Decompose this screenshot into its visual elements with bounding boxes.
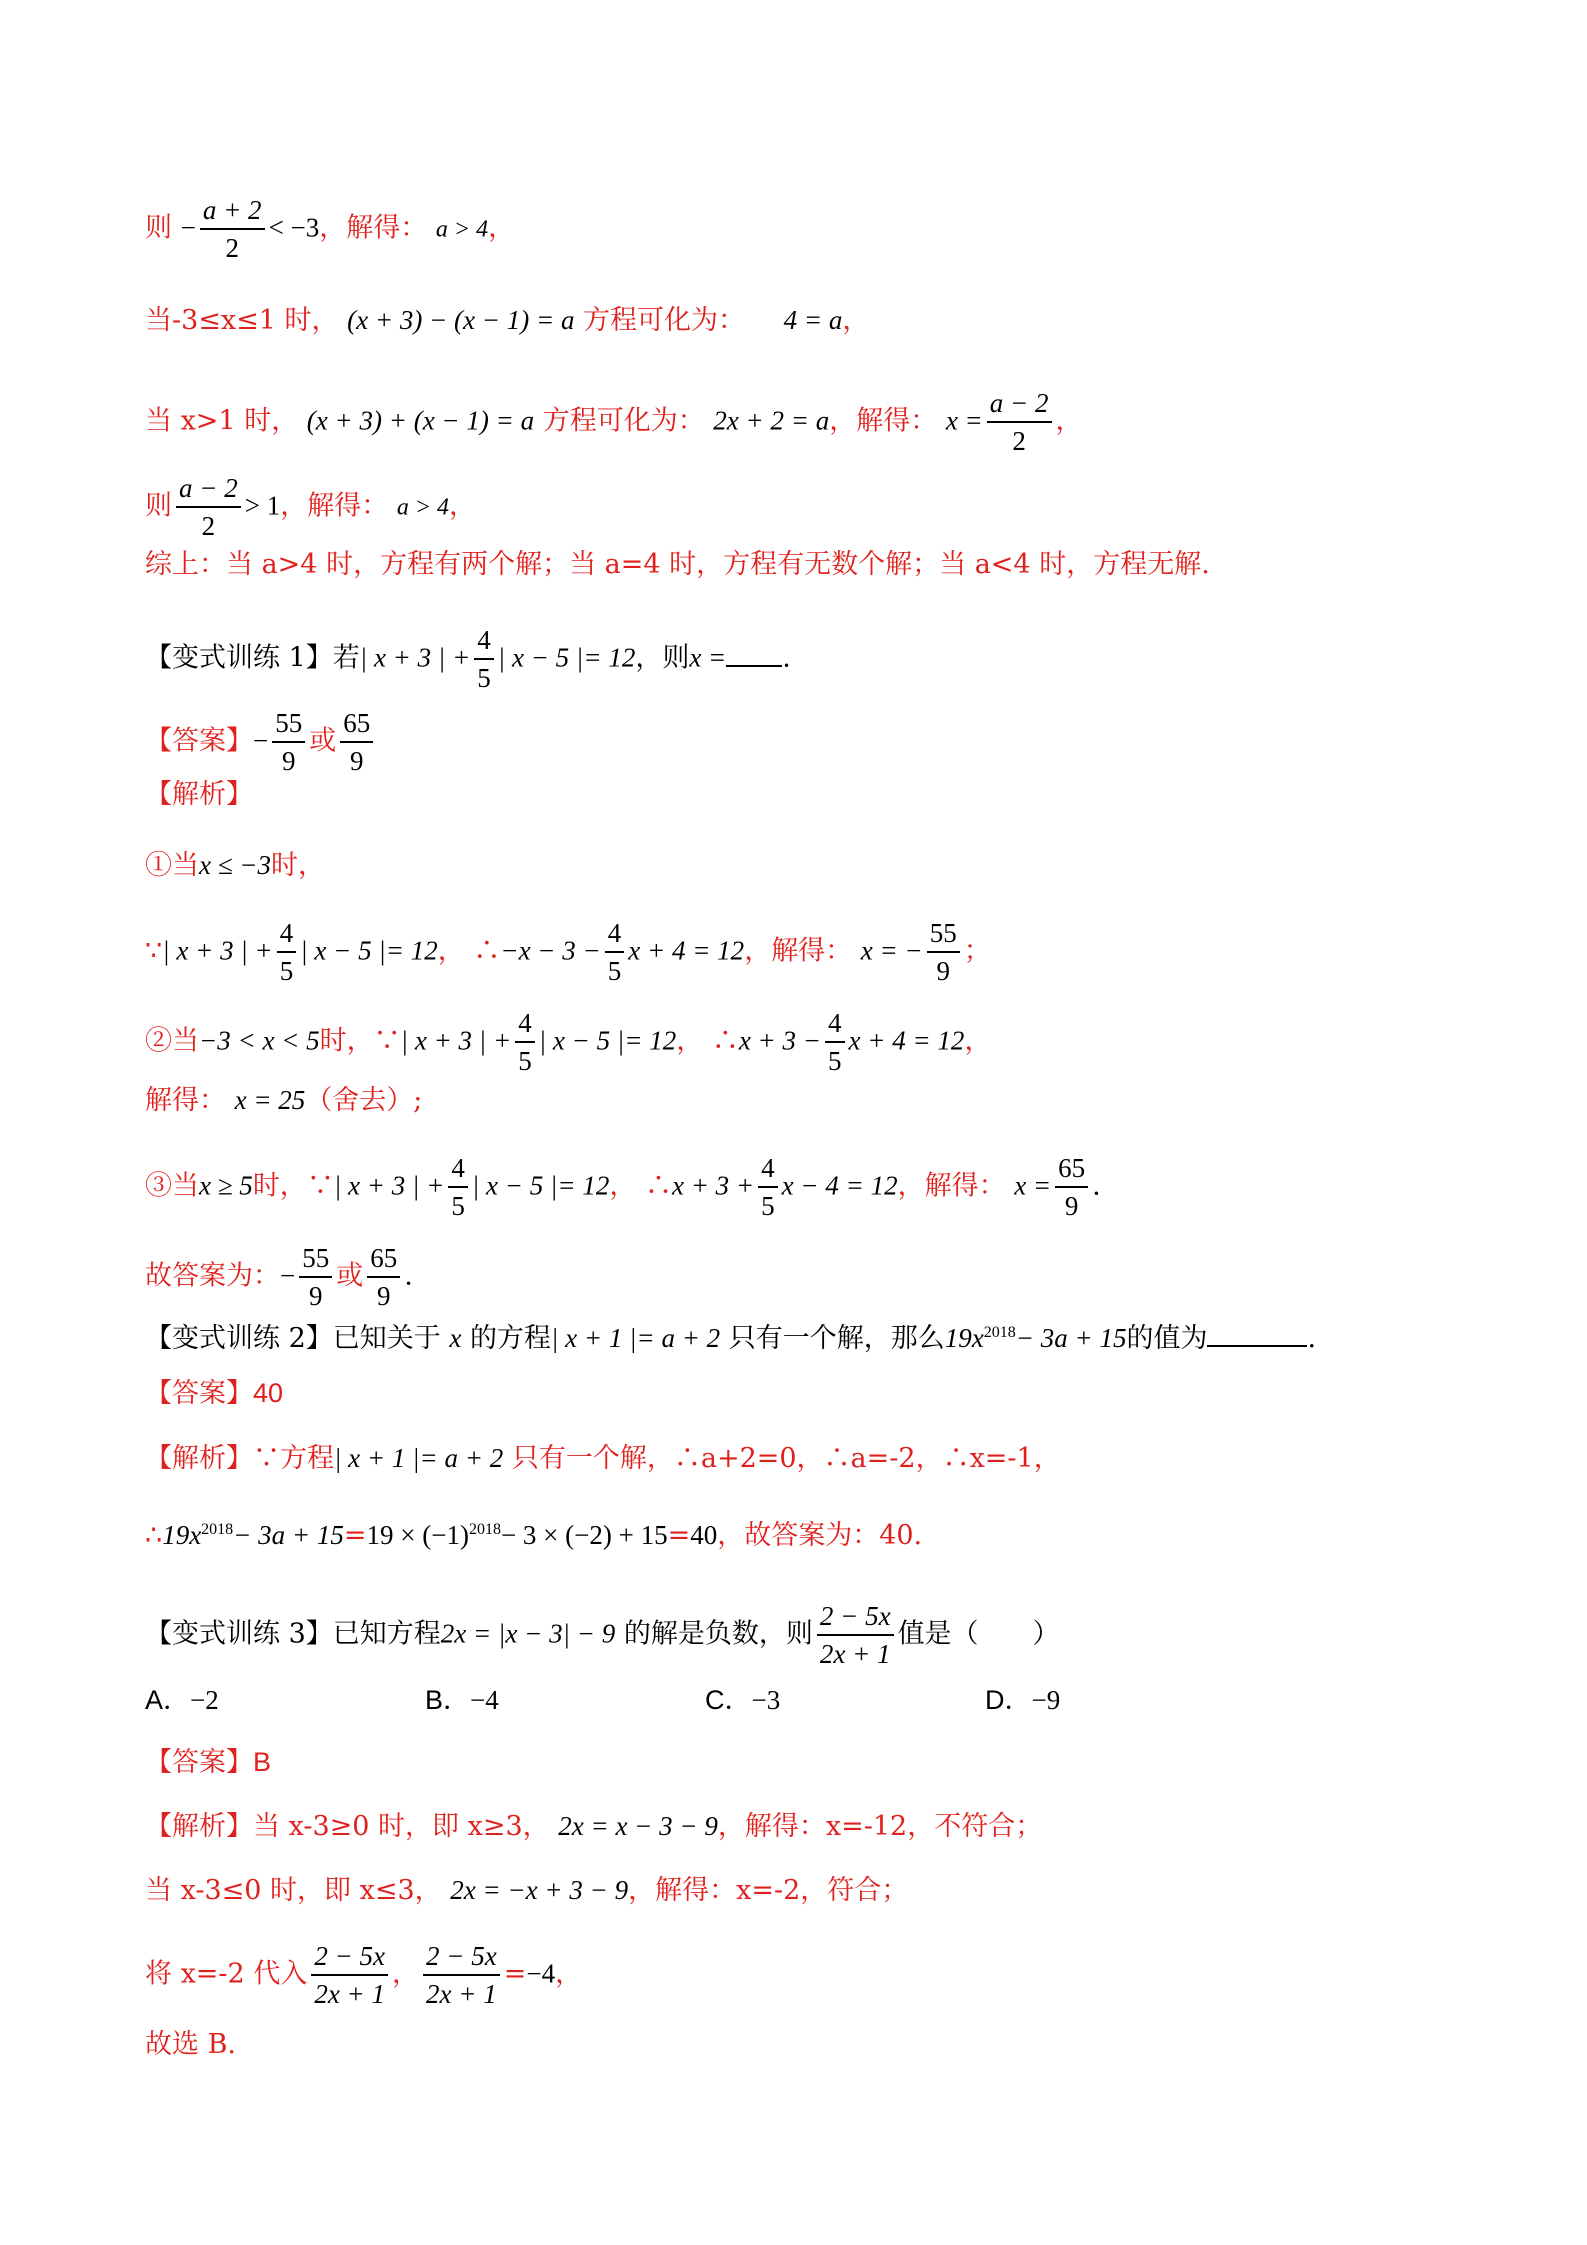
fraction-3 bbox=[1055, 1150, 1088, 1224]
fraction-denominator: 9 bbox=[349, 746, 364, 776]
case-3 bbox=[145, 1150, 1101, 1224]
fraction-numerator: 4 bbox=[825, 1005, 845, 1043]
end-punct: . bbox=[404, 1260, 413, 1292]
fraction-2 bbox=[605, 915, 625, 989]
fraction-denominator: 5 bbox=[451, 1191, 465, 1221]
fraction-numerator: 65 bbox=[340, 705, 373, 743]
separator: ， bbox=[437, 935, 465, 967]
expression: | x + 3 | + bbox=[333, 1170, 445, 1201]
expression-a: 19x bbox=[944, 1323, 984, 1353]
text-prefix: 则 bbox=[145, 212, 172, 244]
text-prefix: 则 bbox=[145, 490, 172, 522]
fraction-numerator: 2 − 5x bbox=[423, 1938, 500, 1976]
variable: x bbox=[449, 1323, 462, 1353]
fraction-denominator: 5 bbox=[279, 956, 294, 986]
option-value: −4 bbox=[470, 1685, 499, 1715]
condition: 当 x>1 时， bbox=[145, 405, 299, 437]
fraction-numerator: a + 2 bbox=[200, 192, 265, 230]
variable: x = bbox=[689, 642, 727, 673]
because-symbol: ∵ bbox=[373, 1025, 401, 1057]
answer-heading: 故答案为： bbox=[145, 1260, 280, 1292]
fraction-numerator: a − 2 bbox=[176, 470, 241, 508]
tail: 时， bbox=[271, 850, 326, 881]
fraction-numerator: 2 − 5x bbox=[817, 1598, 894, 1636]
answer-blank[interactable] bbox=[1207, 1345, 1307, 1347]
fraction-denominator: 5 bbox=[828, 1046, 842, 1076]
label: 解得： bbox=[145, 1085, 226, 1116]
fraction-numerator: 55 bbox=[272, 705, 305, 743]
fraction-numerator: 4 bbox=[277, 915, 297, 953]
option-letter: A． bbox=[145, 1685, 191, 1715]
result: x = 25 bbox=[234, 1085, 306, 1115]
fraction-numerator: 4 bbox=[515, 1005, 535, 1043]
option-c[interactable] bbox=[705, 1680, 985, 1721]
fraction bbox=[474, 622, 494, 696]
answer-3 bbox=[145, 1742, 271, 1783]
option-a[interactable] bbox=[145, 1680, 425, 1721]
condition-text: 当 x-3≥0 时，即 x≥3， bbox=[253, 1811, 550, 1842]
fraction bbox=[299, 1240, 332, 1314]
fraction-denominator: 5 bbox=[518, 1046, 532, 1076]
fraction-2 bbox=[367, 1240, 400, 1314]
fraction-denominator: 9 bbox=[281, 746, 296, 776]
fraction-denominator: 9 bbox=[1064, 1191, 1079, 1221]
because-text: ∵方程 bbox=[253, 1443, 334, 1474]
summary-line: 综上：当 a>4 时，方程有两个解；当 a=4 时，方程有无数个解；当 a<4 时，方程无解. bbox=[145, 549, 1210, 580]
separator: ， bbox=[609, 1170, 637, 1202]
separator: ， bbox=[829, 405, 857, 437]
case-1 bbox=[145, 845, 325, 886]
expression-c: 19 × (−1) bbox=[366, 1520, 469, 1550]
expression-a: 19x bbox=[162, 1520, 202, 1550]
end-punct: . bbox=[782, 642, 791, 674]
expression-4: x + 4 = 12 bbox=[848, 1025, 965, 1056]
case-marker: ①当 bbox=[145, 850, 199, 881]
fraction bbox=[817, 1598, 894, 1672]
rest-text: ，解得：x=-2，符合； bbox=[628, 1875, 909, 1906]
analysis-heading: 【解析】 bbox=[145, 1443, 253, 1474]
fraction-numerator: 65 bbox=[367, 1240, 400, 1278]
label: 解得： bbox=[307, 490, 389, 522]
lhs: x = bbox=[945, 405, 983, 436]
therefore-symbol: ∴ bbox=[711, 1025, 739, 1057]
condition: x ≤ −3 bbox=[199, 850, 272, 880]
end-punct: ， bbox=[488, 212, 516, 244]
equals: = bbox=[503, 1958, 527, 1990]
fraction-denominator: 9 bbox=[308, 1281, 323, 1311]
fraction-denominator: 2x + 1 bbox=[819, 1639, 891, 1669]
separator: ， bbox=[392, 1958, 420, 1990]
fraction-2 bbox=[423, 1938, 500, 2012]
therefore-symbol: ∴ bbox=[145, 1520, 163, 1551]
option-letter: D． bbox=[985, 1685, 1032, 1715]
case-1-detail bbox=[145, 915, 991, 989]
answer-heading: 【答案】 bbox=[145, 725, 253, 757]
fraction-numerator: 2 − 5x bbox=[311, 1938, 388, 1976]
options-row bbox=[145, 1680, 1265, 1721]
tail-text: 值是（ ） bbox=[897, 1618, 1060, 1650]
because-symbol: ∵ bbox=[145, 935, 163, 967]
fraction-numerator: 55 bbox=[927, 915, 960, 953]
separator-2: ， bbox=[897, 1170, 925, 1202]
or-text: 或 bbox=[309, 725, 337, 757]
equation: 2x = |x − 3| − 9 bbox=[440, 1618, 616, 1649]
label: 方程可化为： bbox=[583, 305, 746, 336]
analysis-3-line-3 bbox=[145, 1938, 582, 2012]
fraction-denominator: 9 bbox=[936, 956, 950, 986]
fraction-2 bbox=[340, 705, 373, 779]
fraction-denominator: 5 bbox=[607, 956, 622, 986]
analysis-2 bbox=[145, 1438, 1061, 1479]
separator: ， bbox=[280, 490, 308, 522]
analysis-3 bbox=[145, 1806, 1042, 1847]
mid-text: 的方程 bbox=[469, 1323, 551, 1354]
option-letter: B． bbox=[425, 1685, 471, 1715]
therefore-symbol: ∴ bbox=[473, 935, 501, 967]
label-solve: 解得： bbox=[856, 405, 938, 437]
fraction bbox=[272, 705, 305, 779]
fraction-numerator: 4 bbox=[474, 622, 494, 660]
end-punct: . bbox=[1307, 1323, 1317, 1354]
exponent-2: 2018 bbox=[468, 1521, 501, 1538]
final-answer-1 bbox=[145, 1240, 413, 1314]
inequality: > 1 bbox=[244, 490, 281, 521]
substitute-text: 将 x=-2 代入 bbox=[145, 1958, 308, 1990]
option-letter: C． bbox=[705, 1685, 752, 1715]
end-punct: ； bbox=[963, 935, 991, 967]
minus-sign: − bbox=[280, 1260, 296, 1291]
expression: (x + 3) + (x − 1) = a bbox=[306, 405, 535, 436]
option-value: −9 bbox=[1031, 1685, 1061, 1715]
end-punct: ， bbox=[449, 490, 477, 522]
result: 40 bbox=[690, 1520, 718, 1550]
fraction-numerator: 4 bbox=[605, 915, 625, 953]
expression: (x + 3) − (x − 1) = a bbox=[347, 305, 575, 335]
answer-value: 40 bbox=[253, 1378, 284, 1408]
result: a > 4 bbox=[435, 216, 489, 243]
lhs: x = bbox=[1014, 1170, 1052, 1201]
separator-2: ， bbox=[744, 935, 772, 967]
option-value: −2 bbox=[190, 1685, 219, 1715]
label: 方程可化为： bbox=[542, 405, 705, 437]
fraction-numerator: 4 bbox=[448, 1150, 468, 1188]
or-text: 或 bbox=[336, 1260, 364, 1292]
fraction-numerator: 55 bbox=[299, 1240, 332, 1278]
fraction-2 bbox=[758, 1150, 778, 1224]
exercise-heading: 【变式训练 2】已知关于 bbox=[145, 1323, 441, 1354]
answer-2 bbox=[145, 1373, 283, 1414]
fraction-denominator: 2 bbox=[1012, 426, 1026, 456]
condition-text: 当 x-3≤0 时，即 x≤3， bbox=[145, 1875, 442, 1906]
condition: −3 < x < 5 bbox=[199, 1025, 320, 1056]
therefore-symbol: ∴ bbox=[644, 1170, 672, 1202]
analysis-2-detail bbox=[145, 1510, 922, 1556]
expression-4: x + 4 = 12 bbox=[628, 935, 745, 966]
analysis-heading-1: 【解析】 bbox=[145, 779, 253, 810]
expression-b: − 3a + 15 bbox=[1015, 1323, 1127, 1353]
final-choice-3: 故选 B. bbox=[145, 2029, 237, 2060]
case-marker: ②当 bbox=[145, 1025, 199, 1057]
label: 解得： bbox=[346, 212, 428, 244]
result: −4 bbox=[526, 1958, 556, 1989]
fraction-denominator: 5 bbox=[477, 663, 491, 693]
exponent: 2018 bbox=[201, 1521, 234, 1538]
end-punct: ， bbox=[555, 1958, 583, 1990]
expression: | x + 3 | + bbox=[359, 642, 471, 673]
expression-2: | x − 5 |= 12 bbox=[538, 1025, 677, 1056]
case-2-result bbox=[145, 1080, 422, 1121]
expression-2: | x − 5 |= 12 bbox=[497, 642, 636, 673]
exercise-heading: 【变式训练 1】若 bbox=[145, 642, 360, 674]
case-marker: ③当 bbox=[145, 1170, 199, 1202]
separator: ，则 bbox=[635, 642, 690, 674]
fraction bbox=[515, 1005, 535, 1079]
result: a > 4 bbox=[396, 494, 450, 521]
fraction-3 bbox=[927, 915, 960, 989]
expression: | x + 3 | + bbox=[400, 1025, 512, 1056]
solution-line-3 bbox=[145, 385, 1083, 459]
solution-line-4 bbox=[145, 470, 476, 544]
tail-text: ，故答案为：40. bbox=[717, 1520, 923, 1551]
expression-2: | x − 5 |= 12 bbox=[471, 1170, 610, 1201]
solution-line-1: 则 − $\frac{a + 2}{2}$ < −3，解得： a > 4， bbox=[145, 192, 515, 266]
condition: x ≥ 5 bbox=[199, 1170, 253, 1201]
rest-text: 只有一个解，∴a+2=0，∴a=-2，∴x=-1， bbox=[511, 1443, 1061, 1474]
because-symbol: ∵ bbox=[306, 1170, 334, 1202]
equation: 2x = x − 3 − 9 bbox=[558, 1811, 718, 1841]
fraction-denominator: 2x + 1 bbox=[314, 1979, 386, 2009]
answer-blank[interactable] bbox=[726, 665, 782, 667]
expression-3: x + 3 + bbox=[671, 1170, 755, 1201]
answer-value: B bbox=[253, 1747, 272, 1777]
fraction-numerator: a − 2 bbox=[987, 385, 1052, 423]
fraction-numerator: 4 bbox=[758, 1150, 778, 1188]
expression-d: − 3 × (−2) + 15 bbox=[500, 1520, 668, 1550]
equals-2: = bbox=[667, 1520, 691, 1551]
equation: 2x + 2 = a bbox=[713, 405, 830, 436]
analysis-3-line-2 bbox=[145, 1870, 908, 1911]
label: 解得： bbox=[924, 1170, 1006, 1202]
option-b[interactable] bbox=[425, 1680, 705, 1721]
answer-1 bbox=[145, 705, 377, 779]
analysis-heading: 【解析】 bbox=[145, 1811, 253, 1842]
option-value: −3 bbox=[751, 1685, 781, 1715]
condition: 当-3≤x≤1 时， bbox=[145, 305, 339, 336]
exercise-heading: 【变式训练 3】已知方程 bbox=[145, 1618, 441, 1650]
expression-b: − 3a + 15 bbox=[233, 1520, 344, 1550]
fraction bbox=[987, 385, 1052, 459]
separator: ， bbox=[319, 212, 347, 244]
tail-text: 的值为 bbox=[1126, 1323, 1208, 1354]
end-punct: ， bbox=[964, 1025, 992, 1057]
answer-heading: 【答案】 bbox=[145, 1378, 253, 1409]
answer-heading: 【答案】 bbox=[145, 1747, 253, 1778]
mid: 时， bbox=[252, 1170, 307, 1202]
exercise-1 bbox=[145, 622, 791, 696]
exercise-2 bbox=[145, 1313, 1316, 1359]
end-punct: ， bbox=[1055, 405, 1083, 437]
note: （舍去）; bbox=[305, 1085, 423, 1116]
result: 4 = a bbox=[783, 305, 843, 335]
solution-line-2 bbox=[145, 300, 869, 341]
exponent: 2018 bbox=[983, 1324, 1016, 1341]
equation: | x + 1 |= a + 2 bbox=[334, 1443, 504, 1473]
expression-4: x − 4 = 12 bbox=[781, 1170, 898, 1201]
equation: | x + 1 |= a + 2 bbox=[550, 1323, 721, 1353]
lhs: x = − bbox=[860, 935, 923, 966]
fraction bbox=[200, 192, 265, 266]
mid-text-2: 只有一个解，那么 bbox=[728, 1323, 945, 1354]
end-punct: . bbox=[1092, 1170, 1101, 1202]
fraction-numerator: 65 bbox=[1055, 1150, 1088, 1188]
rest-text: ，解得：x=-12，不符合； bbox=[717, 1811, 1043, 1842]
expression-2: | x − 5 |= 12 bbox=[300, 935, 438, 966]
mid-text: 的解是负数，则 bbox=[623, 1618, 813, 1650]
fraction bbox=[176, 470, 241, 544]
fraction-denominator: 2 bbox=[225, 233, 239, 263]
expression-3: −x − 3 − bbox=[500, 935, 601, 966]
inequality: < −3 bbox=[268, 212, 320, 243]
separator: ， bbox=[676, 1025, 704, 1057]
fraction-2 bbox=[825, 1005, 845, 1079]
label: 解得： bbox=[771, 935, 853, 967]
expression-3: x + 3 − bbox=[738, 1025, 821, 1056]
equation: 2x = −x + 3 − 9 bbox=[450, 1875, 629, 1905]
fraction-denominator: 5 bbox=[761, 1191, 775, 1221]
end-punct: ， bbox=[842, 305, 870, 336]
fraction bbox=[448, 1150, 468, 1224]
exercise-3 bbox=[145, 1598, 1060, 1672]
option-d[interactable] bbox=[985, 1680, 1265, 1721]
fraction-denominator: 9 bbox=[376, 1281, 391, 1311]
fraction-denominator: 2 bbox=[201, 511, 216, 541]
minus-sign: − bbox=[253, 725, 269, 756]
fraction-denominator: 2x + 1 bbox=[426, 1979, 497, 2009]
expression: | x + 3 | + bbox=[162, 935, 273, 966]
mid: 时， bbox=[319, 1025, 374, 1057]
equals: = bbox=[343, 1520, 367, 1551]
fraction bbox=[277, 915, 297, 989]
fraction bbox=[311, 1938, 388, 2012]
case-2 bbox=[145, 1005, 991, 1079]
